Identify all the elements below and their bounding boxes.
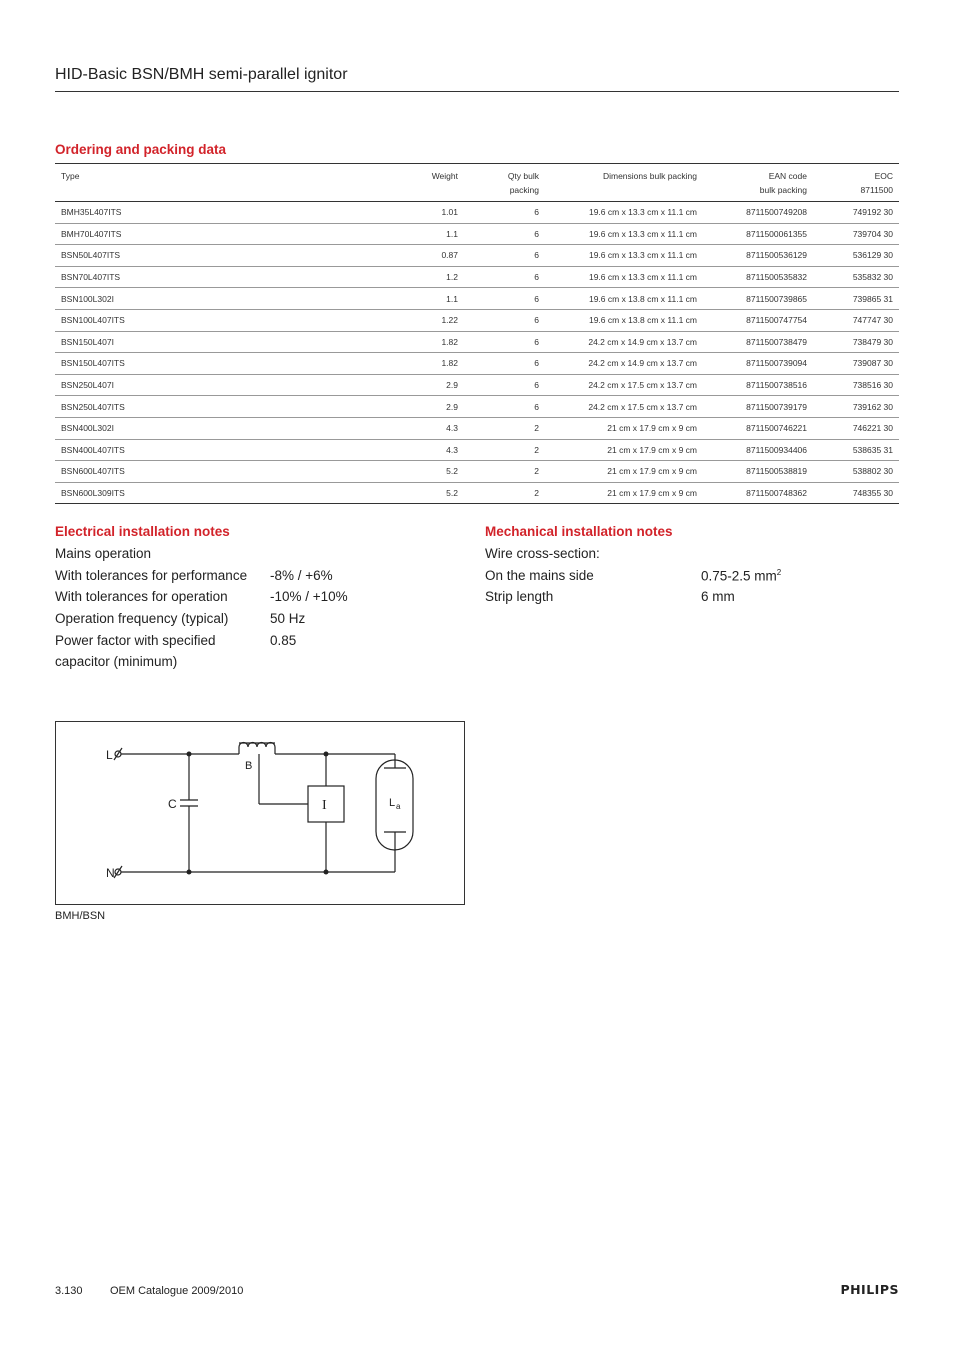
electrical-value: 0.85 [270, 633, 297, 648]
cell-weight: 2.9 [257, 396, 464, 418]
label-l: L [106, 748, 113, 762]
cell-ean: 8711500749208 [703, 202, 813, 224]
mechanical-value: 6 mm [701, 589, 735, 604]
cell-qty: 6 [464, 374, 545, 396]
cell-type: BSN400L302I [55, 417, 257, 439]
ordering-heading: Ordering and packing data [55, 142, 227, 157]
electrical-label: Power factor with specified [55, 633, 216, 648]
cell-eoc: 739704 30 [813, 223, 899, 245]
label-n: N [106, 866, 115, 880]
col-weight: Weight [257, 164, 464, 202]
table-row [55, 331, 899, 353]
cell-weight: 1.22 [257, 309, 464, 331]
mechanical-label: On the mains side [485, 568, 594, 583]
cell-type: BSN100L302I [55, 288, 257, 310]
cell-qty: 2 [464, 461, 545, 483]
junction-dot [324, 752, 329, 757]
cell-eoc: 746221 30 [813, 417, 899, 439]
cell-weight: 5.2 [257, 482, 464, 504]
cell-qty: 6 [464, 288, 545, 310]
mechanical-heading: Mechanical installation notes [485, 524, 673, 539]
cell-eoc: 749192 30 [813, 202, 899, 224]
cell-ean: 8711500739179 [703, 396, 813, 418]
col-dimensions: Dimensions bulk packing [545, 164, 703, 202]
cell-ean: 8711500536129 [703, 245, 813, 267]
cell-qty: 6 [464, 396, 545, 418]
cell-weight: 1.1 [257, 223, 464, 245]
cell-dims: 19.6 cm x 13.3 cm x 11.1 cm [545, 202, 703, 224]
cell-dims: 19.6 cm x 13.3 cm x 11.1 cm [545, 223, 703, 245]
cell-qty: 6 [464, 223, 545, 245]
electrical-heading: Electrical installation notes [55, 524, 230, 539]
junction-dot [187, 870, 192, 875]
junction-dot [187, 752, 192, 757]
cell-weight: 0.87 [257, 245, 464, 267]
page-number: 3.130 [55, 1285, 83, 1297]
electrical-value: 50 Hz [270, 611, 306, 626]
col-eoc: EOC 8711500 [813, 164, 899, 202]
cell-type: BSN150L407ITS [55, 353, 257, 375]
cell-dims: 21 cm x 17.9 cm x 9 cm [545, 482, 703, 504]
cell-qty: 6 [464, 266, 545, 288]
cell-dims: 19.6 cm x 13.3 cm x 11.1 cm [545, 266, 703, 288]
electrical-intro: Mains operation [55, 546, 152, 561]
cell-type: BSN250L407I [55, 374, 257, 396]
cell-ean: 8711500739094 [703, 353, 813, 375]
label-c: C [168, 797, 177, 811]
cell-qty: 6 [464, 202, 545, 224]
cell-type: BSN400L407ITS [55, 439, 257, 461]
cell-weight: 1.01 [257, 202, 464, 224]
label-la: L [389, 797, 396, 809]
cell-qty: 6 [464, 309, 545, 331]
cell-ean: 8711500747754 [703, 309, 813, 331]
cell-dims: 19.6 cm x 13.8 cm x 11.1 cm [545, 309, 703, 331]
table-row [55, 288, 899, 310]
label-i: I [322, 798, 327, 813]
electrical-value: -8% / +6% [270, 568, 333, 583]
electrical-label: With tolerances for performance [55, 568, 248, 583]
cell-dims: 24.2 cm x 17.5 cm x 13.7 cm [545, 396, 703, 418]
cell-ean: 8711500538819 [703, 461, 813, 483]
cell-eoc: 739865 31 [813, 288, 899, 310]
diagram-caption: BMH/BSN [55, 910, 106, 922]
mechanical-label: Strip length [485, 589, 554, 604]
ordering-table [55, 163, 899, 504]
cell-dims: 24.2 cm x 14.9 cm x 13.7 cm [545, 331, 703, 353]
cell-type: BSN600L309ITS [55, 482, 257, 504]
table-row [55, 266, 899, 288]
cell-dims: 19.6 cm x 13.3 cm x 11.1 cm [545, 245, 703, 267]
cell-weight: 4.3 [257, 439, 464, 461]
table-row [55, 482, 899, 504]
cell-eoc: 536129 30 [813, 245, 899, 267]
table-row [55, 223, 899, 245]
table-row [55, 461, 899, 483]
electrical-label: With tolerances for operation [55, 589, 228, 604]
cell-eoc: 747747 30 [813, 309, 899, 331]
cell-ean: 8711500738479 [703, 331, 813, 353]
catalogue-name: OEM Catalogue 2009/2010 [110, 1285, 244, 1297]
table-row [55, 417, 899, 439]
cell-eoc: 748355 30 [813, 482, 899, 504]
cell-qty: 2 [464, 482, 545, 504]
col-ean: EAN code bulk packing [703, 164, 813, 202]
cell-weight: 2.9 [257, 374, 464, 396]
table-row [55, 309, 899, 331]
cell-qty: 2 [464, 439, 545, 461]
cell-dims: 24.2 cm x 17.5 cm x 13.7 cm [545, 374, 703, 396]
cell-ean: 8711500748362 [703, 482, 813, 504]
mechanical-value: 0.75-2.5 $mm^2$ [701, 568, 782, 584]
page-title: HID-Basic BSN/BMH semi-parallel ignitor [55, 66, 348, 83]
cell-weight: 4.3 [257, 417, 464, 439]
table-header-row [55, 164, 899, 202]
cell-ean: 8711500535832 [703, 266, 813, 288]
label-b: B [245, 760, 253, 772]
cell-ean: 8711500746221 [703, 417, 813, 439]
cell-qty: 2 [464, 417, 545, 439]
cell-type: BSN70L407ITS [55, 266, 257, 288]
cell-dims: 21 cm x 17.9 cm x 9 cm [545, 461, 703, 483]
circuit-diagram [55, 721, 465, 905]
table-row [55, 439, 899, 461]
cell-weight: 5.2 [257, 461, 464, 483]
electrical-label: Operation frequency (typical) [55, 611, 229, 626]
cell-qty: 6 [464, 331, 545, 353]
cell-type: BMH35L407ITS [55, 202, 257, 224]
cell-type: BSN100L407ITS [55, 309, 257, 331]
cell-qty: 6 [464, 353, 545, 375]
table-row [55, 374, 899, 396]
cell-eoc: 535832 30 [813, 266, 899, 288]
cell-type: BSN250L407ITS [55, 396, 257, 418]
cell-weight: 1.82 [257, 353, 464, 375]
cell-type: BSN50L407ITS [55, 245, 257, 267]
cell-dims: 21 cm x 17.9 cm x 9 cm [545, 439, 703, 461]
col-type: Type [55, 164, 257, 202]
cell-eoc: 739087 30 [813, 353, 899, 375]
cell-ean: 8711500934406 [703, 439, 813, 461]
table-row [55, 353, 899, 375]
table-row [55, 396, 899, 418]
cell-weight: 1.1 [257, 288, 464, 310]
cell-eoc: 738479 30 [813, 331, 899, 353]
title-divider [55, 91, 899, 92]
table-row [55, 245, 899, 267]
cell-eoc: 538802 30 [813, 461, 899, 483]
junction-dot [324, 870, 329, 875]
ballast-coil [239, 743, 275, 755]
cell-eoc: 739162 30 [813, 396, 899, 418]
cell-weight: 1.2 [257, 266, 464, 288]
cell-qty: 6 [464, 245, 545, 267]
cell-eoc: 538635 31 [813, 439, 899, 461]
table-row [55, 202, 899, 224]
cell-type: BSN600L407ITS [55, 461, 257, 483]
cell-ean: 8711500739865 [703, 288, 813, 310]
electrical-value: -10% / +10% [270, 589, 348, 604]
mechanical-intro: Wire cross-section: [485, 546, 600, 561]
electrical-label: capacitor (minimum) [55, 654, 178, 669]
cell-eoc: 738516 30 [813, 374, 899, 396]
cell-type: BMH70L407ITS [55, 223, 257, 245]
cell-dims: 21 cm x 17.9 cm x 9 cm [545, 417, 703, 439]
col-qty: Qty bulk packing [464, 164, 545, 202]
cell-type: BSN150L407I [55, 331, 257, 353]
cell-ean: 8711500061355 [703, 223, 813, 245]
philips-logo: PHILIPS [840, 1282, 899, 1297]
circuit-svg [56, 722, 464, 904]
cell-weight: 1.82 [257, 331, 464, 353]
cell-ean: 8711500738516 [703, 374, 813, 396]
label-la-sub: a [396, 802, 401, 811]
cell-dims: 19.6 cm x 13.8 cm x 11.1 cm [545, 288, 703, 310]
cell-dims: 24.2 cm x 14.9 cm x 13.7 cm [545, 353, 703, 375]
